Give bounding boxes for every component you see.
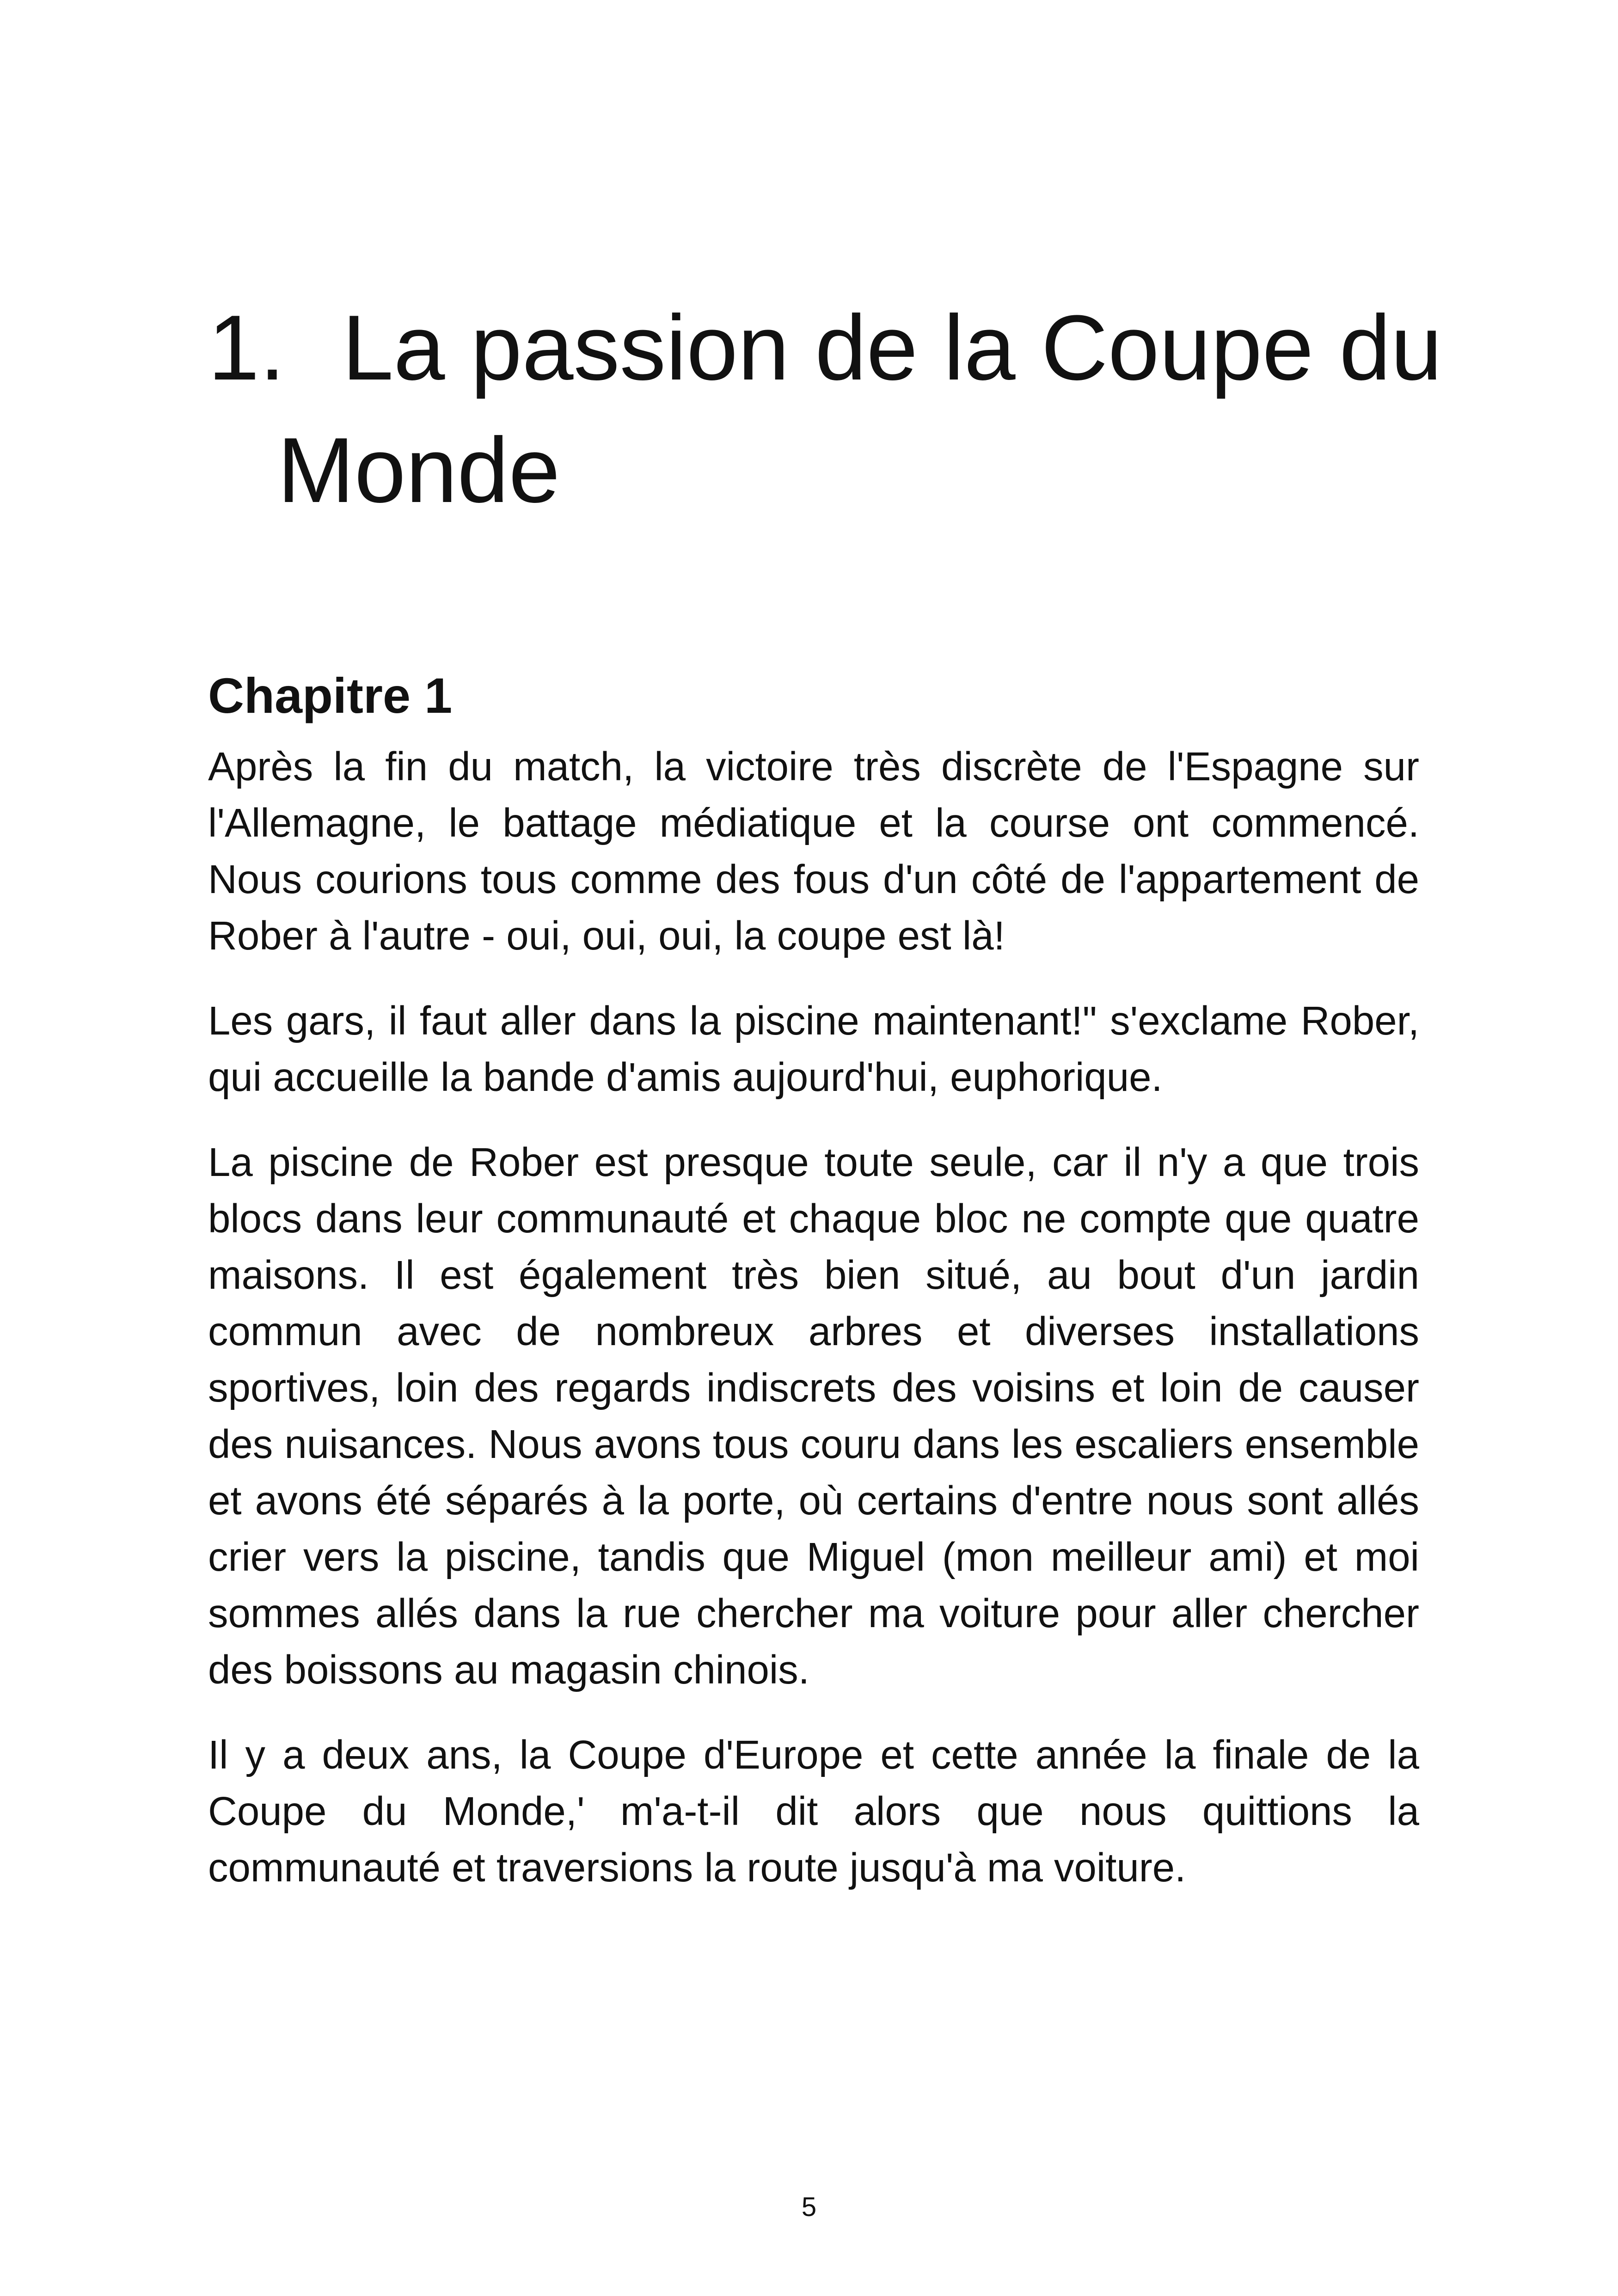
chapter-heading: Chapitre 1 [208, 667, 453, 723]
paragraph: La piscine de Rober est presque toute seule, car il n'y a que trois blocs dans leur communauté et chaque bloc ne compte que quatre maisons. Il est également très bien situé, au bout d'un jardin commun avec de nombreux arbres et diverses installations sportives, loin des regards indiscrets des voisins et loin de causer des nuisances. Nous avons tous couru dans les escaliers ensemble et avons été séparés à la porte, où certains d'entre nous sont allés crier vers la piscine, tandis que Miguel (mon meilleur ami) et moi sommes allés dans la rue chercher ma voiture pour aller chercher des boissons au magasin chinois. [208, 1140, 1419, 1692]
paragraph: Les gars, il faut aller dans la piscine maintenant!" s'exclame Rober, qui accueille la bande d'amis aujourd'hui, euphorique. [208, 998, 1419, 1100]
paragraph: Il y a deux ans, la Coupe d'Europe et cette année la finale de la Coupe du Monde,' m'a-t-il dit alors que nous quittions la communauté et traversions la route jusqu'à ma voiture. [208, 1733, 1419, 1890]
paragraph: Après la fin du match, la victoire très discrète de l'Espagne sur l'Allemagne, le battage médiatique et la course ont commencé. Nous courions tous comme des fous d'un côté de l'appartement de Rober à l'autre - oui, oui, oui, la coupe est là! [208, 744, 1419, 958]
page-number: 5 [801, 2192, 817, 2222]
chapter-title [208, 287, 1442, 532]
chapter-title-line-2: Monde [277, 419, 560, 522]
chapter-title-line-1 [208, 287, 1442, 409]
chapter-title-text-1: La passion de la Coupe du [342, 296, 1442, 399]
body-text [208, 739, 1419, 1925]
chapter-number: 1. [208, 296, 285, 399]
